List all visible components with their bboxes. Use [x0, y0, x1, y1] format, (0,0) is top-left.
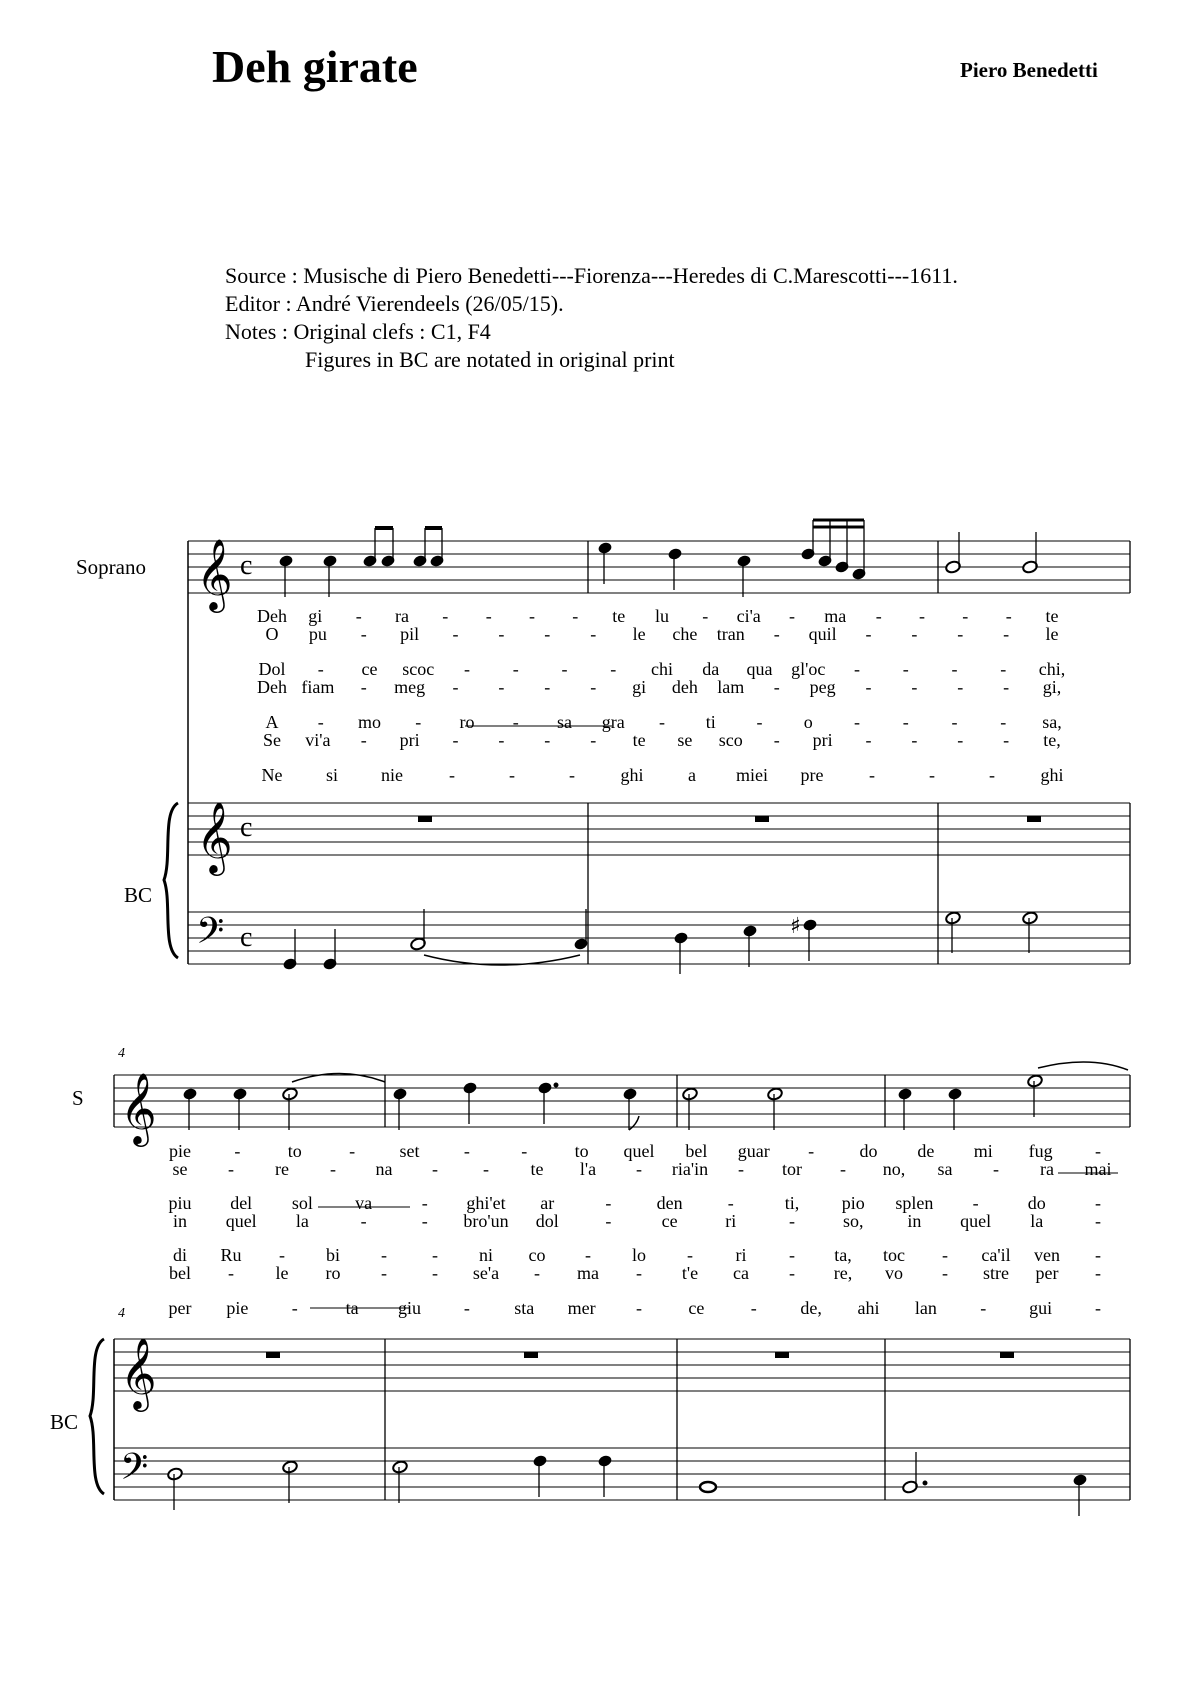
lyric-syllable: quil — [808, 624, 837, 644]
lyric-syllable: sa — [937, 1159, 953, 1179]
lyric-syllable: gi, — [1042, 677, 1062, 697]
lyric-syllable: set — [399, 1141, 420, 1161]
lyric-syllable: - — [432, 1245, 438, 1265]
lyric-syllable: - — [636, 1263, 642, 1283]
lyric-syllable: - — [789, 1245, 795, 1265]
editor-line: Editor : André Vierendeels (26/05/15). — [225, 291, 564, 316]
lyric-syllable: ri — [725, 1211, 737, 1231]
lyric-syllable: bel — [685, 1141, 708, 1161]
lyric-syllable: - — [789, 1211, 795, 1231]
lyric-syllable: pri — [399, 730, 420, 750]
lyric-syllable: - — [544, 677, 551, 697]
lyric-syllable: pio — [841, 1193, 865, 1213]
lyric-syllable: t'e — [681, 1263, 699, 1283]
treble-clef-icon: 𝄞 — [196, 800, 233, 873]
lyric-syllable: ghi — [1040, 765, 1064, 785]
lyric-syllable: - — [773, 677, 780, 697]
lyric-syllable: - — [432, 1159, 438, 1179]
bc-label: BC — [124, 883, 153, 907]
lyric-syllable: - — [1003, 730, 1010, 750]
lyric-syllable: - — [360, 624, 367, 644]
lyric-syllable: - — [1005, 606, 1012, 626]
lyric-syllable: - — [750, 1298, 757, 1318]
lyric-syllable: bi — [325, 1245, 341, 1265]
lyric-syllable: di — [172, 1245, 188, 1265]
lyric-syllable: l'a — [579, 1159, 597, 1179]
lyric-syllable: - — [789, 606, 795, 626]
lyric-syllable: ce — [661, 1211, 678, 1231]
lyric-syllable: - — [1095, 1245, 1101, 1265]
lyric-syllable: - — [485, 606, 492, 626]
bc-short-label: BC — [50, 1410, 79, 1434]
bass-notes-2 — [167, 1452, 1087, 1516]
lyric-syllable: Deh — [257, 606, 287, 626]
lyric-syllable: sa — [557, 712, 572, 732]
soprano-notes-1 — [279, 520, 1038, 597]
lyric-syllable: - — [773, 624, 780, 644]
lyric-syllable: pre — [800, 765, 824, 785]
bc-treble-staff — [188, 803, 1130, 855]
lyric-syllable: gra — [601, 712, 625, 732]
lyric-syllable: lan — [914, 1298, 937, 1318]
whole-rests-1 — [418, 816, 1041, 822]
lyric-syllable: sco — [718, 730, 743, 750]
lyric-syllable: pie — [169, 1141, 191, 1161]
lyric-syllable: Se — [263, 730, 281, 750]
lyric-syllable: deh — [671, 677, 698, 697]
lyrics-system-2 — [168, 1141, 1111, 1318]
lyric-syllable: - — [452, 624, 459, 644]
lyric-syllable: pri — [812, 730, 833, 750]
lyric-syllable: - — [544, 624, 551, 644]
lyric-syllable: chi — [651, 659, 673, 679]
lyric-syllable: - — [1003, 624, 1010, 644]
lyric-syllable: de, — [800, 1298, 822, 1318]
lyric-syllable: - — [636, 1298, 642, 1318]
lyric-syllable: ca — [733, 1263, 749, 1283]
lyric-syllable: ti — [705, 712, 716, 732]
lyric-syllable: tor — [782, 1159, 802, 1179]
lyric-syllable: - — [509, 765, 515, 785]
lyric-syllable: peg — [809, 677, 836, 697]
lyric-syllable: de — [917, 1141, 935, 1161]
lyric-syllable: ta, — [834, 1245, 852, 1265]
lyric-syllable: sol — [291, 1193, 313, 1213]
lyric-syllable: - — [957, 730, 964, 750]
lyric-syllable: - — [360, 730, 367, 750]
lyric-syllable: so, — [842, 1211, 864, 1231]
lyric-syllable: - — [381, 1245, 387, 1265]
melisma-lines — [310, 1173, 1118, 1308]
lyric-syllable: stre — [983, 1263, 1009, 1283]
lyric-syllable: - — [972, 1193, 979, 1213]
bass-clef-icon: 𝄢 — [120, 1446, 149, 1497]
lyric-syllable: fiam — [301, 677, 335, 697]
lyric-syllable: - — [911, 677, 918, 697]
source-line: Source : Musische di Piero Benedetti---Fiorenza---Heredes di C.Marescotti---1611. — [225, 263, 958, 288]
lyric-syllable: - — [572, 606, 579, 626]
lyric-syllable: bro'un — [463, 1211, 509, 1231]
treble-clef-icon: 𝄞 — [120, 1071, 157, 1144]
system-2 — [90, 1046, 1130, 1516]
lyric-syllable: - — [360, 677, 367, 697]
lyric-syllable: guar — [737, 1141, 770, 1161]
lyric-syllable: lam — [717, 677, 745, 697]
lyric-syllable: - — [962, 606, 969, 626]
lyric-syllable: ti, — [784, 1193, 800, 1213]
lyric-syllable: va — [355, 1193, 373, 1213]
lyric-syllable: ar — [540, 1193, 555, 1213]
lyric-syllable: ce — [688, 1298, 705, 1318]
lyric-syllable: - — [869, 765, 875, 785]
lyric-syllable: - — [381, 1263, 387, 1283]
lyric-syllable: - — [980, 1298, 987, 1318]
lyric-syllable: - — [279, 1245, 285, 1265]
lyric-syllable: quel — [225, 1211, 257, 1231]
common-time-icon: c — [240, 812, 253, 843]
lyric-syllable: re — [275, 1159, 289, 1179]
lyric-syllable: - — [902, 712, 909, 732]
lyric-syllable: - — [561, 659, 568, 679]
lyric-syllable: - — [687, 1245, 693, 1265]
lyric-syllable: - — [702, 606, 709, 626]
lyrics-system-1 — [257, 606, 1065, 785]
brace-icon — [164, 803, 178, 958]
figures-line: Figures in BC are notated in original print — [305, 347, 675, 372]
lyric-syllable: - — [521, 1141, 528, 1161]
lyric-syllable: le — [275, 1263, 289, 1283]
bass-clef-icon: 𝄢 — [196, 910, 225, 961]
lyric-syllable: ra — [395, 606, 409, 626]
lyric-syllable: se'a — [472, 1263, 500, 1283]
lyric-syllable: - — [349, 1141, 356, 1161]
lyric-syllable: - — [585, 1245, 591, 1265]
lyric-syllable: mo — [357, 712, 382, 732]
lyric-syllable: - — [317, 659, 324, 679]
lyric-syllable: - — [875, 606, 882, 626]
lyric-syllable: sta — [514, 1298, 535, 1318]
treble-clef-icon: 𝄞 — [120, 1336, 157, 1409]
lyric-syllable: - — [1095, 1141, 1101, 1161]
lyric-syllable: - — [569, 765, 575, 785]
system-1 — [164, 520, 1130, 974]
lyric-syllable: - — [317, 712, 324, 732]
lyric-syllable: A — [265, 712, 279, 732]
lyric-syllable: piu — [168, 1193, 192, 1213]
lyric-syllable: - — [498, 624, 505, 644]
lyric-syllable: - — [854, 712, 860, 732]
sharp-icon: ♯ — [790, 914, 801, 939]
lyric-syllable: bel — [169, 1263, 191, 1283]
lyric-syllable: per — [1035, 1263, 1059, 1283]
lyric-syllable: ven — [1034, 1245, 1060, 1265]
lyric-syllable: - — [590, 730, 597, 750]
lyric-syllable: mi — [973, 1141, 993, 1161]
lyric-syllable: gi — [632, 677, 647, 697]
lyric-syllable: te — [632, 730, 646, 750]
lyric-syllable: in — [172, 1211, 188, 1231]
lyric-syllable: gui — [1029, 1298, 1053, 1318]
lyric-syllable: - — [808, 1141, 815, 1161]
lyric-syllable: Dol — [258, 659, 286, 679]
lyric-syllable: - — [463, 1141, 470, 1161]
lyric-syllable: lu — [654, 606, 670, 626]
lyric-syllable: - — [330, 1159, 336, 1179]
lyric-syllable: gl'oc — [791, 659, 826, 679]
lyric-syllable: - — [544, 730, 551, 750]
lyric-syllable: - — [989, 765, 995, 785]
lyric-syllable: - — [773, 730, 780, 750]
lyric-syllable: - — [756, 712, 763, 732]
lyric-syllable: - — [840, 1159, 846, 1179]
lyric-syllable: - — [534, 1263, 540, 1283]
lyric-syllable: - — [590, 677, 597, 697]
lyric-syllable: la — [1030, 1211, 1044, 1231]
lyric-syllable: O — [265, 624, 279, 644]
lyric-syllable: - — [360, 1211, 367, 1231]
lyric-syllable: meg — [394, 677, 426, 697]
measure-number: 4 — [118, 1306, 125, 1321]
lyric-syllable: - — [636, 1159, 642, 1179]
lyric-syllable: toc — [883, 1245, 905, 1265]
lyric-syllable: - — [529, 606, 535, 626]
lyric-syllable: le — [632, 624, 646, 644]
lyric-syllable: - — [449, 765, 455, 785]
lyric-syllable: ta — [345, 1298, 359, 1318]
lyric-syllable: ro — [459, 712, 475, 732]
lyric-syllable: ca'il — [981, 1245, 1011, 1265]
lyric-syllable: te — [1045, 606, 1059, 626]
lyric-syllable: ma — [824, 606, 847, 626]
clefs-line: Notes : Original clefs : C1, F4 — [225, 319, 491, 344]
soprano-staff — [114, 1075, 1130, 1127]
lyric-syllable: - — [421, 1193, 428, 1213]
lyric-syllable: - — [1095, 1211, 1101, 1231]
lyric-syllable: - — [464, 659, 470, 679]
lyric-syllable: nie — [381, 765, 403, 785]
lyric-syllable: ni — [478, 1245, 494, 1265]
piece-title: Deh girate — [212, 41, 418, 92]
lyric-syllable: - — [1000, 712, 1007, 732]
lyric-syllable: chi, — [1038, 659, 1066, 679]
lyric-syllable: per — [168, 1298, 192, 1318]
lyric-syllable: le — [1045, 624, 1059, 644]
common-time-icon: c — [240, 550, 253, 581]
lyric-syllable: - — [942, 1245, 948, 1265]
lyric-syllable: pil — [400, 624, 420, 644]
lyric-syllable: - — [498, 677, 505, 697]
lyric-syllable: vo — [885, 1263, 903, 1283]
bc-bass-staff — [114, 1339, 1130, 1500]
lyric-syllable: se — [172, 1159, 188, 1179]
lyric-syllable: - — [957, 624, 964, 644]
lyric-syllable: - — [957, 677, 964, 697]
lyric-syllable: na — [375, 1159, 393, 1179]
lyric-syllable: del — [230, 1193, 253, 1213]
lyric-syllable: se — [677, 730, 693, 750]
lyric-syllable: - — [421, 1211, 428, 1231]
lyric-syllable: ahi — [857, 1298, 880, 1318]
whole-rests-2 — [266, 1352, 1014, 1358]
lyric-syllable: sa, — [1042, 712, 1062, 732]
lyric-syllable: ro — [325, 1263, 341, 1283]
lyric-syllable: - — [1095, 1298, 1101, 1318]
lyric-syllable: - — [942, 1263, 948, 1283]
lyric-syllable: - — [415, 712, 422, 732]
lyric-syllable: ghi'et — [466, 1193, 506, 1213]
lyric-syllable: pie — [226, 1298, 249, 1318]
lyric-syllable: - — [911, 730, 918, 750]
lyric-syllable: - — [610, 659, 617, 679]
lyric-syllable: te, — [1043, 730, 1061, 750]
lyric-syllable: co — [528, 1245, 546, 1265]
lyric-syllable: miei — [736, 765, 768, 785]
lyric-syllable: - — [483, 1159, 489, 1179]
lyric-syllable: lo — [631, 1245, 647, 1265]
lyric-syllable: - — [951, 712, 958, 732]
lyric-syllable: - — [291, 1298, 298, 1318]
lyric-syllable: to — [287, 1141, 302, 1161]
lyric-syllable: ra — [1040, 1159, 1054, 1179]
lyric-syllable: scoc — [402, 659, 435, 679]
lyric-syllable: a — [688, 765, 696, 785]
lyric-syllable: in — [907, 1211, 922, 1231]
lyric-syllable: ma — [577, 1263, 599, 1283]
lyric-syllable: - — [605, 1211, 612, 1231]
lyric-syllable: - — [442, 606, 449, 626]
lyric-syllable: - — [452, 730, 459, 750]
lyric-syllable: - — [512, 712, 519, 732]
lyric-syllable: - — [911, 624, 918, 644]
lyric-syllable: pu — [308, 624, 327, 644]
lyric-syllable: - — [659, 712, 665, 732]
lyric-syllable: qua — [746, 659, 773, 679]
lyric-syllable: - — [1095, 1263, 1101, 1283]
lyric-syllable: do — [859, 1141, 878, 1161]
lyric-syllable: si — [325, 765, 339, 785]
lyric-syllable: ria'in — [671, 1159, 709, 1179]
lyric-syllable: re, — [833, 1263, 853, 1283]
lyric-syllable: te — [612, 606, 626, 626]
measure-number: 4 — [118, 1046, 125, 1061]
lyric-syllable: fug — [1028, 1141, 1053, 1161]
composer-name: Piero Benedetti — [960, 58, 1098, 82]
lyric-syllable: - — [452, 677, 459, 697]
lyric-syllable: - — [605, 1193, 612, 1213]
lyric-syllable: - — [865, 730, 872, 750]
treble-clef-icon: 𝄞 — [196, 537, 233, 610]
soprano-short-label: S — [72, 1086, 84, 1110]
lyric-syllable: mer — [567, 1298, 596, 1318]
lyric-syllable: - — [355, 606, 362, 626]
lyric-syllable: - — [789, 1263, 795, 1283]
lyric-syllable: che — [672, 624, 698, 644]
lyric-syllable: ri — [735, 1245, 747, 1265]
lyric-syllable: - — [738, 1159, 744, 1179]
lyric-syllable: splen — [895, 1193, 934, 1213]
lyric-syllable: giu — [397, 1298, 422, 1318]
lyric-syllable: to — [574, 1141, 589, 1161]
lyric-syllable: mai — [1084, 1159, 1112, 1179]
lyric-syllable: - — [498, 730, 505, 750]
lyric-syllable: - — [432, 1263, 438, 1283]
lyric-syllable: - — [228, 1159, 234, 1179]
soprano-notes-2 — [183, 1062, 1128, 1130]
lyric-syllable: - — [590, 624, 597, 644]
bc-bass-staff — [188, 803, 1130, 964]
lyric-syllable: - — [727, 1193, 734, 1213]
lyric-syllable: quel — [960, 1211, 992, 1231]
soprano-label: Soprano — [76, 555, 146, 579]
lyric-syllable: da — [702, 659, 720, 679]
lyric-syllable: - — [902, 659, 909, 679]
lyric-syllable: - — [234, 1141, 241, 1161]
lyric-syllable: - — [1003, 677, 1010, 697]
lyric-syllable: - — [865, 677, 872, 697]
lyric-syllable: - — [951, 659, 958, 679]
lyric-syllable: - — [929, 765, 935, 785]
lyric-syllable: te — [530, 1159, 544, 1179]
lyric-syllable: quel — [623, 1141, 655, 1161]
lyric-syllable: vi'a — [305, 730, 331, 750]
lyric-syllable: - — [919, 606, 925, 626]
lyric-syllable: dol — [535, 1211, 559, 1231]
lyric-syllable: - — [463, 1298, 470, 1318]
lyric-syllable: - — [228, 1263, 234, 1283]
lyric-syllable: no, — [882, 1159, 906, 1179]
lyric-syllable: o — [803, 712, 813, 732]
lyric-syllable: do — [1027, 1193, 1046, 1213]
lyric-syllable: ce — [361, 659, 378, 679]
lyric-syllable: - — [993, 1159, 999, 1179]
lyric-syllable: - — [854, 659, 860, 679]
lyric-syllable: Ne — [261, 765, 283, 785]
lyric-syllable: den — [656, 1193, 683, 1213]
bc-treble-staff — [114, 1339, 1130, 1391]
brace-icon — [90, 1339, 104, 1494]
lyric-syllable: Ru — [220, 1245, 242, 1265]
lyric-syllable: - — [1000, 659, 1007, 679]
lyric-syllable: Deh — [257, 677, 287, 697]
lyric-syllable: ghi — [620, 765, 644, 785]
lyric-syllable: - — [512, 659, 519, 679]
lyric-syllable: la — [295, 1211, 309, 1231]
lyric-syllable: ci'a — [736, 606, 761, 626]
lyric-syllable: gi — [308, 606, 323, 626]
common-time-icon: c — [240, 922, 253, 953]
lyric-syllable: tran — [716, 624, 745, 644]
lyric-syllable: - — [1095, 1193, 1101, 1213]
lyric-syllable: - — [865, 624, 872, 644]
